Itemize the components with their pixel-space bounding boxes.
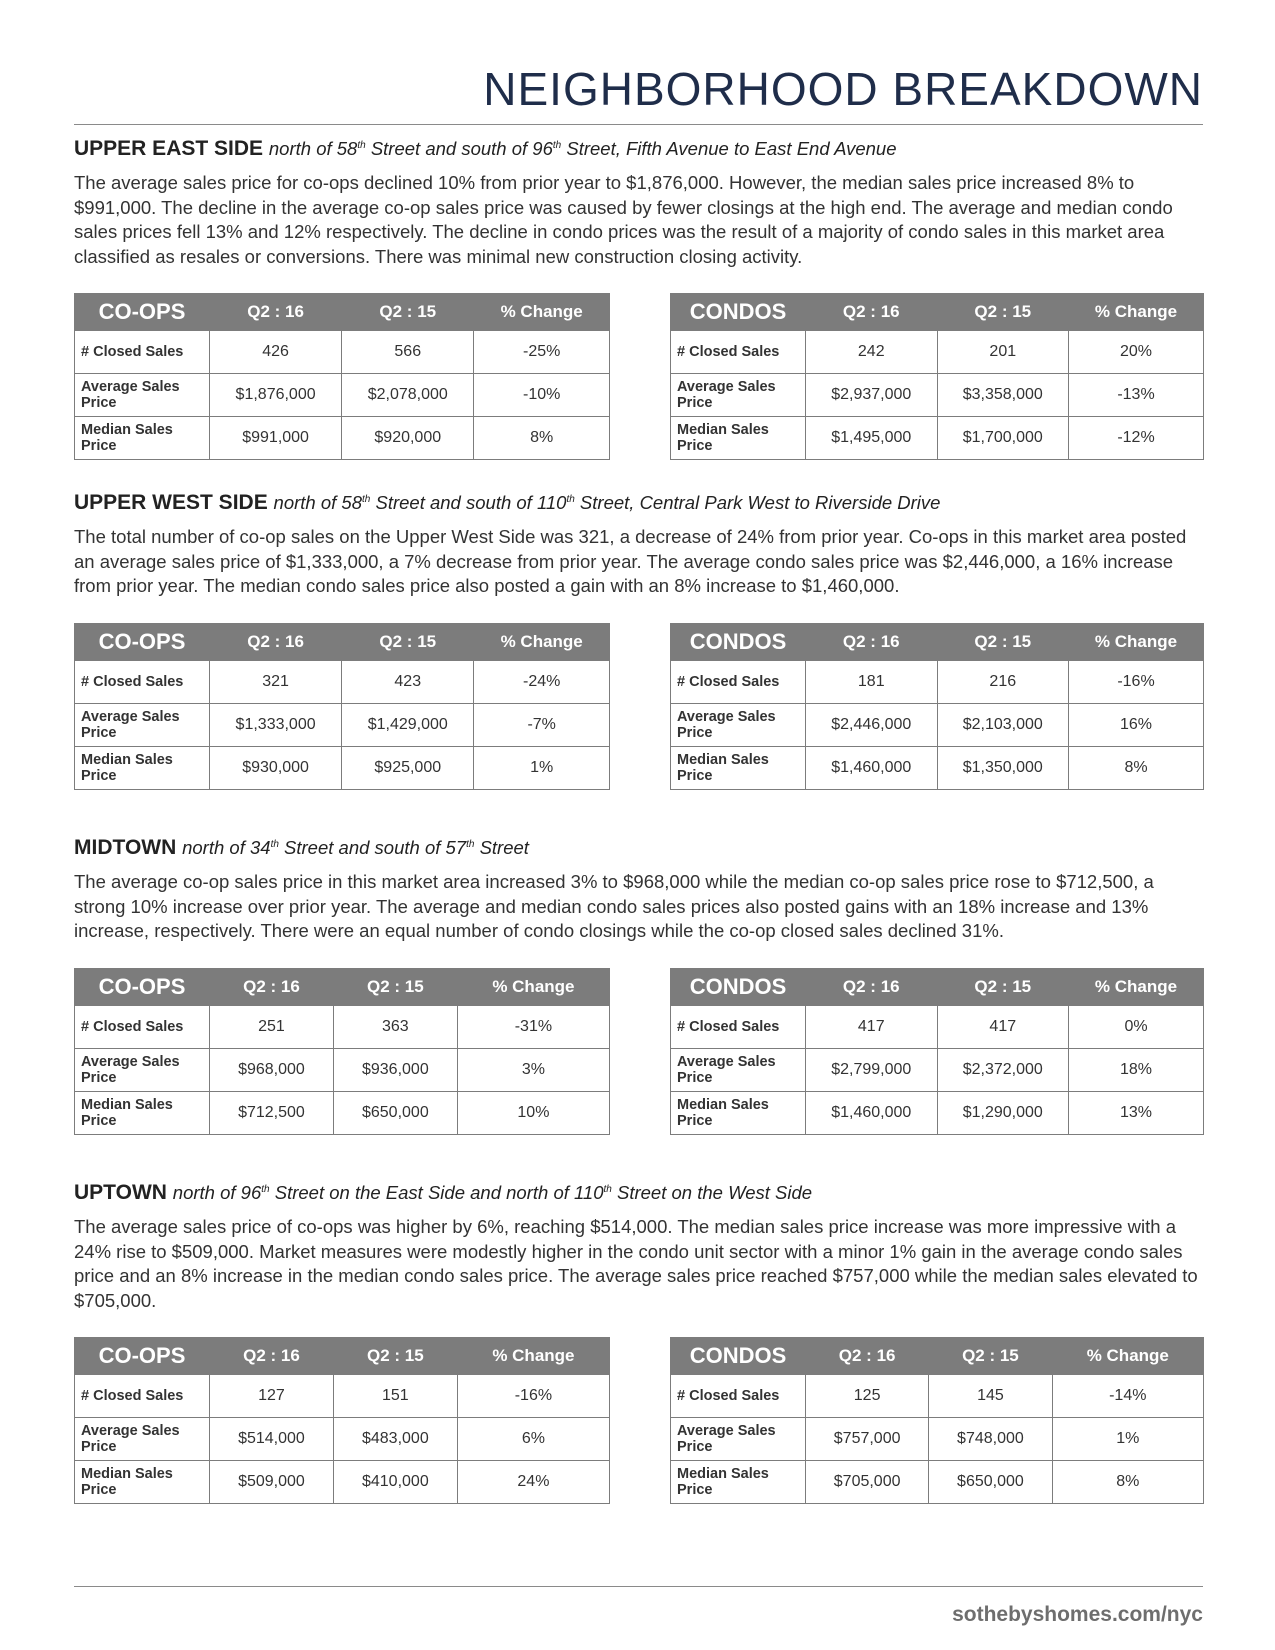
table-title: CO-OPS: [75, 294, 210, 331]
coops-table: [74, 293, 610, 460]
column-change: % Change: [457, 1338, 609, 1375]
table-cell: -7%: [474, 703, 610, 746]
row-label: Average Sales Price: [671, 374, 806, 417]
table-cell: $1,460,000: [806, 1091, 938, 1134]
closed-sales-row: [75, 331, 610, 374]
table-cell: $2,372,000: [937, 1048, 1069, 1091]
closed-sales-row: [671, 1005, 1204, 1048]
section-tables: [74, 623, 1204, 789]
average-sales-price-row: [75, 703, 610, 746]
table-cell: 216: [937, 660, 1069, 703]
table-cell: $2,937,000: [806, 374, 938, 417]
row-label: # Closed Sales: [671, 331, 806, 374]
column-q2-15: Q2 : 15: [937, 294, 1069, 331]
average-sales-price-row: [671, 1048, 1204, 1091]
table-cell: $1,333,000: [210, 703, 342, 746]
table-header-row: [671, 294, 1204, 331]
table-cell: 20%: [1069, 331, 1204, 374]
table-header-row: [75, 1338, 610, 1375]
table-cell: 417: [806, 1005, 938, 1048]
section-heading: [74, 835, 1204, 861]
table-cell: 1%: [1052, 1418, 1203, 1461]
table-cell: $1,700,000: [937, 417, 1069, 460]
table-cell: -13%: [1069, 374, 1204, 417]
section-tables: [74, 1337, 1204, 1503]
table-cell: $514,000: [210, 1418, 334, 1461]
table-cell: $2,446,000: [806, 703, 938, 746]
column-q2-15: Q2 : 15: [929, 1338, 1052, 1375]
table-cell: $1,429,000: [342, 703, 474, 746]
table-cell: 6%: [457, 1418, 609, 1461]
table-cell: $936,000: [333, 1048, 457, 1091]
row-label: # Closed Sales: [671, 660, 806, 703]
table-cell: 18%: [1069, 1048, 1204, 1091]
column-q2-15: Q2 : 15: [342, 623, 474, 660]
row-label: Median Sales Price: [75, 746, 210, 789]
neighborhood-name: UPTOWN: [74, 1181, 167, 1204]
closed-sales-row: [75, 1005, 610, 1048]
coops-table: [74, 968, 610, 1135]
table-cell: $705,000: [806, 1461, 929, 1504]
section-uptown: [74, 1180, 1204, 1503]
closed-sales-row: [671, 660, 1204, 703]
table-cell: 3%: [457, 1048, 609, 1091]
table-cell: -24%: [474, 660, 610, 703]
median-sales-price-row: [75, 417, 610, 460]
column-q2-16: Q2 : 16: [806, 968, 938, 1005]
table-cell: $1,350,000: [937, 746, 1069, 789]
average-sales-price-row: [671, 703, 1204, 746]
table-cell: $2,799,000: [806, 1048, 938, 1091]
table-cell: $410,000: [333, 1461, 457, 1504]
column-change: % Change: [1069, 623, 1204, 660]
section-upper-east-side: [74, 136, 1204, 459]
row-label: Average Sales Price: [671, 1418, 806, 1461]
table-cell: -10%: [474, 374, 610, 417]
table-cell: 321: [210, 660, 342, 703]
table-cell: $991,000: [210, 417, 342, 460]
section-heading: [74, 1180, 1204, 1206]
coops-table: [74, 623, 610, 790]
title-divider: [74, 124, 1203, 125]
column-q2-16: Q2 : 16: [806, 623, 938, 660]
table-cell: 13%: [1069, 1091, 1204, 1134]
row-label: Median Sales Price: [75, 1461, 210, 1504]
median-sales-price-row: [671, 417, 1204, 460]
table-cell: 566: [342, 331, 474, 374]
average-sales-price-row: [75, 374, 610, 417]
table-cell: 201: [937, 331, 1069, 374]
table-cell: $509,000: [210, 1461, 334, 1504]
table-header-row: [75, 623, 610, 660]
table-cell: $712,500: [210, 1091, 334, 1134]
row-label: # Closed Sales: [75, 331, 210, 374]
section-summary: The total number of co-op sales on the Upper West Side was 321, a decrease of 24% from prior year. Co-ops in this market area posted an average sales price of $1,333,000, a 7% decrease from prior year. The average condo sales price was $2,446,000, a 16% increase from prior year. The median condo sales price also posted a gain with an 8% increase to $1,460,000.: [74, 526, 1187, 596]
table-title: CO-OPS: [75, 623, 210, 660]
table-cell: 1%: [474, 746, 610, 789]
row-label: Average Sales Price: [75, 703, 210, 746]
average-sales-price-row: [75, 1418, 610, 1461]
table-title: CONDOS: [671, 968, 806, 1005]
table-cell: 0%: [1069, 1005, 1204, 1048]
footer-divider: [74, 1586, 1203, 1587]
row-label: Average Sales Price: [75, 1418, 210, 1461]
median-sales-price-row: [75, 1461, 610, 1504]
condos-table: [670, 968, 1204, 1135]
table-cell: $650,000: [333, 1091, 457, 1134]
column-change: % Change: [1052, 1338, 1203, 1375]
row-label: Median Sales Price: [671, 1461, 806, 1504]
average-sales-price-row: [671, 1418, 1204, 1461]
neighborhood-name: UPPER EAST SIDE: [74, 137, 264, 160]
section-heading: [74, 136, 1204, 162]
table-cell: 8%: [1069, 746, 1204, 789]
table-cell: -16%: [457, 1375, 609, 1418]
row-label: Average Sales Price: [75, 1048, 210, 1091]
closed-sales-row: [75, 1375, 610, 1418]
row-label: Average Sales Price: [75, 374, 210, 417]
average-sales-price-row: [671, 374, 1204, 417]
table-cell: 423: [342, 660, 474, 703]
row-label: # Closed Sales: [75, 660, 210, 703]
row-label: Median Sales Price: [671, 1091, 806, 1134]
median-sales-price-row: [75, 746, 610, 789]
column-q2-15: Q2 : 15: [333, 968, 457, 1005]
section-summary: The average sales price of co-ops was higher by 6%, reaching $514,000. The median sales price increase was more impressive with a 24% rise to $509,000. Market measures were modestly higher in the condo unit sector with a minor 1% gain in the average condo sales price and an 8% increase in the median condo sales price. The average sales price reached $757,000 while the median sales elevated to $705,000.: [74, 1216, 1198, 1311]
table-cell: $650,000: [929, 1461, 1052, 1504]
table-cell: 242: [806, 331, 938, 374]
table-cell: $1,495,000: [806, 417, 938, 460]
table-cell: -14%: [1052, 1375, 1203, 1418]
table-cell: $748,000: [929, 1418, 1052, 1461]
table-cell: 363: [333, 1005, 457, 1048]
row-label: # Closed Sales: [75, 1375, 210, 1418]
column-change: % Change: [474, 294, 610, 331]
median-sales-price-row: [671, 1091, 1204, 1134]
row-label: Average Sales Price: [671, 1048, 806, 1091]
table-cell: $757,000: [806, 1418, 929, 1461]
table-cell: $930,000: [210, 746, 342, 789]
section-tables: [74, 968, 1204, 1134]
table-header-row: [671, 623, 1204, 660]
row-label: # Closed Sales: [671, 1375, 806, 1418]
table-cell: 127: [210, 1375, 334, 1418]
section-tables: [74, 293, 1204, 459]
table-cell: -31%: [457, 1005, 609, 1048]
column-q2-15: Q2 : 15: [333, 1338, 457, 1375]
table-cell: 125: [806, 1375, 929, 1418]
column-q2-16: Q2 : 16: [210, 294, 342, 331]
condos-table: [670, 293, 1204, 460]
table-header-row: [75, 968, 610, 1005]
column-change: % Change: [474, 623, 610, 660]
median-sales-price-row: [75, 1091, 610, 1134]
section-summary: The average sales price for co-ops declined 10% from prior year to $1,876,000. However, the median sales price increased 8% to $991,000. The decline in the average co-op sales price was caused by fewer closings at the high end. The average and median condo sales prices fell 13% and 12% respectively. The decline in condo prices was the result of a majority of condo sales in this market area classified as resales or conversions. There was minimal new construction closing activity.: [74, 172, 1173, 267]
neighborhood-boundaries: north of 58th Street and south of 96th Street, Fifth Avenue to East End Avenue: [268, 138, 897, 159]
table-header-row: [75, 294, 610, 331]
neighborhood-boundaries: north of 58th Street and south of 110th Street, Central Park West to Riverside Drive: [273, 492, 941, 513]
row-label: Average Sales Price: [671, 703, 806, 746]
table-cell: $925,000: [342, 746, 474, 789]
table-cell: $2,103,000: [937, 703, 1069, 746]
section-midtown: [74, 835, 1204, 1134]
table-cell: $483,000: [333, 1418, 457, 1461]
table-cell: 151: [333, 1375, 457, 1418]
row-label: Median Sales Price: [75, 417, 210, 460]
page-title: NEIGHBORHOOD BREAKDOWN: [483, 63, 1203, 115]
table-cell: 24%: [457, 1461, 609, 1504]
median-sales-price-row: [671, 1461, 1204, 1504]
row-label: Median Sales Price: [671, 746, 806, 789]
condos-table: [670, 1337, 1204, 1504]
table-cell: $2,078,000: [342, 374, 474, 417]
section-heading: [74, 490, 1204, 516]
table-cell: 8%: [474, 417, 610, 460]
column-q2-15: Q2 : 15: [342, 294, 474, 331]
condos-table: [670, 623, 1204, 790]
section-summary: The average co-op sales price in this market area increased 3% to $968,000 while the median co-op sales price rose to $712,500, a strong 10% increase over prior year. The average and median condo sales prices also posted gains with an 18% increase and 13% increase, respectively. There were an equal number of condo closings while the co-op closed sales declined 31%.: [74, 871, 1154, 941]
column-change: % Change: [1069, 968, 1204, 1005]
table-cell: 426: [210, 331, 342, 374]
table-cell: 16%: [1069, 703, 1204, 746]
table-cell: $920,000: [342, 417, 474, 460]
row-label: Median Sales Price: [75, 1091, 210, 1134]
table-cell: 417: [937, 1005, 1069, 1048]
table-cell: -25%: [474, 331, 610, 374]
row-label: # Closed Sales: [671, 1005, 806, 1048]
table-cell: $1,290,000: [937, 1091, 1069, 1134]
median-sales-price-row: [671, 746, 1204, 789]
column-q2-16: Q2 : 16: [210, 1338, 334, 1375]
table-cell: $3,358,000: [937, 374, 1069, 417]
neighborhood-name: UPPER WEST SIDE: [74, 491, 268, 514]
table-header-row: [671, 1338, 1204, 1375]
table-cell: -12%: [1069, 417, 1204, 460]
closed-sales-row: [671, 331, 1204, 374]
table-cell: 181: [806, 660, 938, 703]
coops-table: [74, 1337, 610, 1504]
table-title: CO-OPS: [75, 1338, 210, 1375]
neighborhood-boundaries: north of 34th Street and south of 57th Street: [182, 837, 529, 858]
table-cell: $968,000: [210, 1048, 334, 1091]
neighborhood-name: MIDTOWN: [74, 836, 177, 859]
average-sales-price-row: [75, 1048, 610, 1091]
column-change: % Change: [457, 968, 609, 1005]
table-cell: $1,460,000: [806, 746, 938, 789]
column-q2-15: Q2 : 15: [937, 968, 1069, 1005]
column-change: % Change: [1069, 294, 1204, 331]
table-cell: 251: [210, 1005, 334, 1048]
table-title: CONDOS: [671, 1338, 806, 1375]
row-label: # Closed Sales: [75, 1005, 210, 1048]
column-q2-16: Q2 : 16: [806, 294, 938, 331]
column-q2-15: Q2 : 15: [937, 623, 1069, 660]
table-title: CO-OPS: [75, 968, 210, 1005]
closed-sales-row: [671, 1375, 1204, 1418]
column-q2-16: Q2 : 16: [806, 1338, 929, 1375]
column-q2-16: Q2 : 16: [210, 623, 342, 660]
table-cell: -16%: [1069, 660, 1204, 703]
table-cell: 145: [929, 1375, 1052, 1418]
table-title: CONDOS: [671, 294, 806, 331]
table-cell: 8%: [1052, 1461, 1203, 1504]
neighborhood-boundaries: north of 96th Street on the East Side and north of 110th Street on the West Side: [172, 1182, 813, 1203]
footer-url[interactable]: sothebyshomes.com/nyc: [952, 1603, 1203, 1626]
table-title: CONDOS: [671, 623, 806, 660]
table-cell: $1,876,000: [210, 374, 342, 417]
column-q2-16: Q2 : 16: [210, 968, 334, 1005]
table-header-row: [671, 968, 1204, 1005]
closed-sales-row: [75, 660, 610, 703]
section-upper-west-side: [74, 490, 1204, 789]
row-label: Median Sales Price: [671, 417, 806, 460]
table-cell: 10%: [457, 1091, 609, 1134]
